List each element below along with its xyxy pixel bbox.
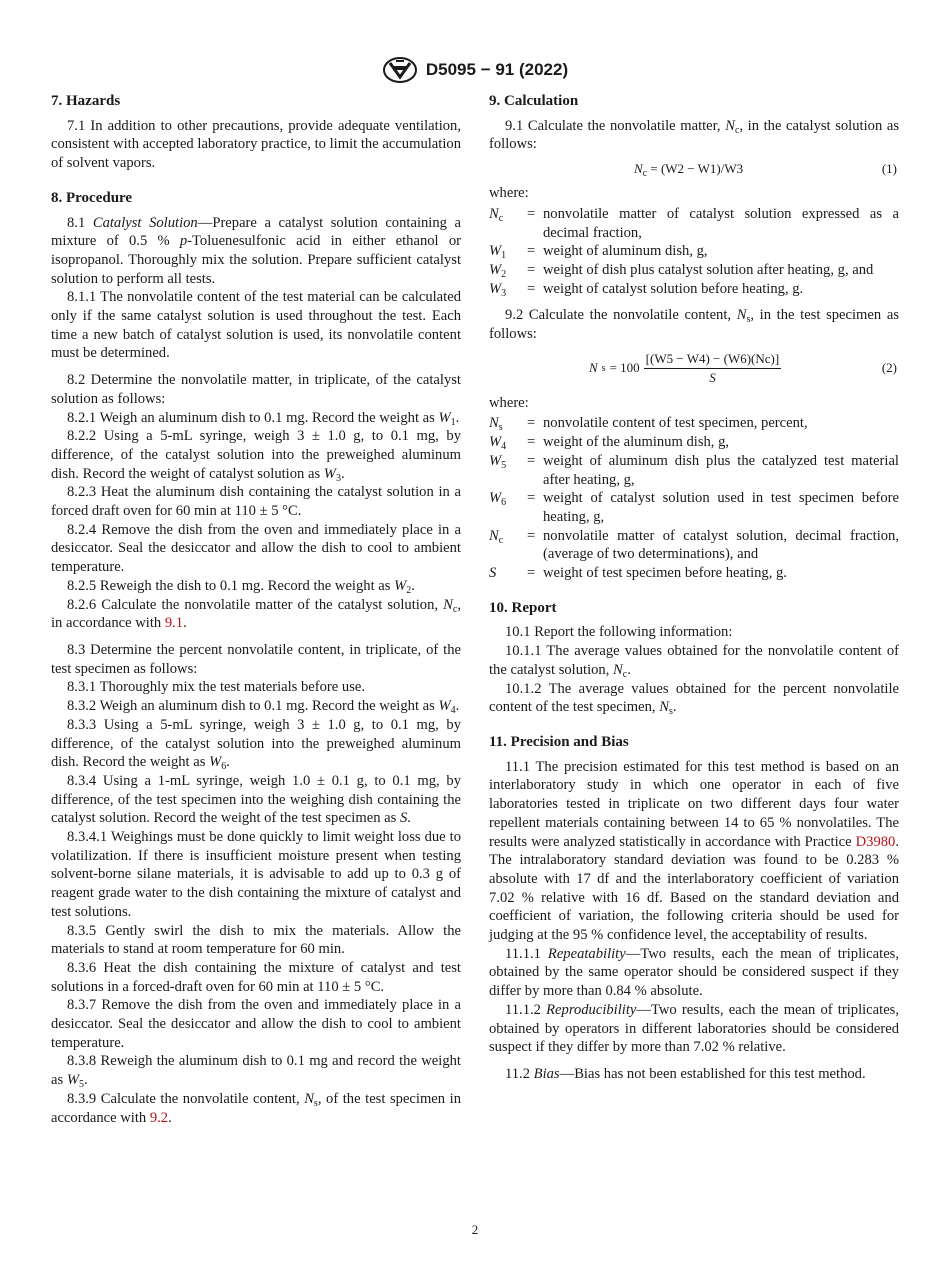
definition-equals: = (527, 490, 536, 507)
definition-equals: = (527, 280, 536, 297)
definition-symbol: S (489, 565, 497, 582)
definition-text: weight of catalyst solution used in test specimen before heating, g, (543, 490, 899, 525)
equation-1-body: $N_c = (W2 - W1)/W3$ (634, 160, 744, 179)
para-11-1: 11.1 The precision estimated for this test method is based on an interlaboratory study in which one operator in each of five laboratories tested in triplicate on two different days four water repellent materials containing between 14 to 65 % nonvolatiles. The results were analyzed statistically in accordance with Practice D3980. The intralaboratory standard deviation was found to be 0.283 % absolute with 17 df and the interlaboratory coefficient of variation 7.02 % relative with 16 df. Based on the standard deviation and coefficient of variation, the following criteria should be used for judging at the 95 % confidence level, the acceptability of results. (489, 758, 899, 944)
definition-text: nonvolatile matter of catalyst solution expressed as a decimal fraction, (543, 205, 899, 241)
definition-symbol: $W_6$ (489, 490, 507, 509)
definition-row (489, 242, 899, 261)
para-8-3-3: 8.3.3 Using a 5-mL syringe, weigh 3 ± 1.0 g, to 0.1 mg, by difference, of the catalyst solution into the preweighed aluminum dish. Record the weight as $W_6$. (51, 716, 461, 773)
definition-equals: = (527, 434, 536, 451)
definition-row (489, 527, 899, 564)
definition-text: weight of test specimen before heating, g. (543, 565, 787, 582)
definition-row (489, 261, 899, 280)
para-11-1-2: 11.1.2 Reproducibility—Two results, each the mean of triplicates, obtained by operators in different laboratories should be considered suspect if they differ by more than 7.02 % relative. (489, 1001, 899, 1056)
definition-text: weight of catalyst solution before heating, g. (543, 280, 804, 297)
definition-text: nonvolatile matter of catalyst solution, decimal fraction, (average of two determinations), and (543, 527, 899, 563)
para-8-2-1: 8.2.1 Weigh an aluminum dish to 0.1 mg. Record the weight as $W_1$. (67, 409, 460, 428)
ref-9-2-link[interactable]: 9.2 (149, 1109, 169, 1126)
definition-text: weight of dish plus catalyst solution after heating, g, and (543, 261, 874, 278)
section-7-title: 7. Hazards (51, 93, 121, 109)
astm-logo-icon (382, 56, 418, 84)
definition-row (489, 564, 899, 583)
para-8-2-2: 8.2.2 Using a 5-mL syringe, weigh 3 ± 1.0 g, to 0.1 mg, by difference, of the catalyst solution into the preweighed aluminum dish. Record the weight of catalyst solution as $W_3$. (51, 428, 461, 484)
equation-2-fraction (644, 350, 782, 388)
equation-1-number: (1) (881, 160, 897, 176)
equation-2 (489, 346, 899, 392)
definitions-list-1 (489, 205, 899, 299)
definition-text: weight of aluminum dish plus the catalyzed test material after heating, g, (543, 452, 899, 488)
para-9-1: 9.1 Calculate the nonvolatile matter, $N_c$, in the catalyst solution as follows: (489, 117, 899, 153)
para-8-2-3: 8.2.3 Heat the aluminum dish containing the catalyst solution in a forced draft oven for 60 min at 110 ± 5 °C. (51, 484, 461, 520)
para-11-2: 11.2 Bias—Bias has not been established for this test method. (505, 1065, 866, 1082)
para-8-1: 8.1 Catalyst Solution—Prepare a catalyst solution containing a mixture of 0.5 % p-Toluenesulfonic acid in either ethanol or isopropanol. Thoroughly mix the solution. Prepare sufficient catalyst solution to perform all tests. (51, 214, 462, 287)
definition-row (489, 489, 899, 526)
para-10-1-1: 10.1.1 The average values obtained for the nonvolatile content of the catalyst solution, $N_c$. (489, 643, 899, 680)
para-10-1-2: 10.1.2 The average values obtained for the percent nonvolatile content of the test specimen, $N_s$. (489, 680, 899, 718)
para-8-3-4: 8.3.4 Using a 1-mL syringe, weigh 1.0 ± 0.1 g, to 0.1 mg, by difference, of the test specimen into the weighing dish containing the catalyst solution. Record the weight of the test specimen as S. (51, 772, 461, 827)
section-8-title: 8. Procedure (51, 189, 133, 206)
definition-text: nonvolatile content of test specimen, percent, (543, 415, 808, 432)
definition-symbol: $W_4$ (489, 434, 507, 453)
definition-symbol: $W_1$ (489, 243, 507, 262)
page-header (0, 56, 950, 84)
para-8-3-8: 8.3.8 Reweigh the aluminum dish to 0.1 mg and record the weight as $W_5$. (51, 1053, 461, 1091)
definition-row (489, 280, 899, 299)
para-8-2-4: 8.2.4 Remove the dish from the oven and immediately place in a desiccator. Seal the desiccator and allow the dish to cool to ambient temperature. (51, 521, 461, 576)
equation-2-body: N s = 100 $\frac{[(W5 - W4) - (W6)(Nc)]}{S}$ (589, 350, 781, 388)
definition-equals: = (527, 205, 536, 222)
para-8-3-4-1: 8.3.4.1 Weighings must be done quickly to limit weight loss due to volatilization. If there is insufficient moisture present when testing solvent-borne silane materials, it is advisable to add up to 0.3 g of reagent grade water to the dish containing the mixture of catalyst and test solutions. (51, 829, 461, 920)
para-8-2-6: 8.2.6 Calculate the nonvolatile matter of the catalyst solution, $N_c$, in accordance with 9.1. (51, 596, 461, 632)
definition-equals: = (527, 243, 536, 260)
section-11-title: 11. Precision and Bias (489, 733, 629, 750)
page-number: 2 (471, 1222, 479, 1237)
para-8-2-5: 8.2.5 Reweigh the dish to 0.1 mg. Record the weight as $W_2$. (67, 577, 415, 596)
definition-equals: = (527, 415, 536, 432)
para-7-1: 7.1 In addition to other precautions, provide adequate ventilation, consistent with accepted laboratory practice, to limit the accumulation of solvent vapors. (51, 117, 461, 172)
para-8-3-6: 8.3.6 Heat the dish containing the mixture of catalyst and test solutions in a forced-draft oven for 60 min at 110 ± 5 °C. (51, 959, 461, 995)
standard-designation: D5095 − 91 (2022) (425, 60, 569, 79)
para-8-2: 8.2 Determine the nonvolatile matter, in triplicate, of the catalyst solution as follows: (51, 372, 461, 407)
para-8-3-2: 8.3.2 Weigh an aluminum dish to 0.1 mg. Record the weight as $W_4$. (67, 698, 460, 717)
definition-symbol: $W_3$ (489, 280, 507, 299)
ref-9-1-link[interactable]: 9.1 (164, 615, 184, 632)
para-8-3-1: 8.3.1 Thoroughly mix the test materials before use. (67, 679, 366, 696)
definition-symbol: $N_s$ (489, 415, 503, 434)
definitions-list-2 (489, 414, 899, 582)
where-label-2: where: (489, 394, 529, 411)
definition-text: weight of the aluminum dish, g, (543, 434, 730, 451)
para-8-3-9: 8.3.9 Calculate the nonvolatile content, $N_s$, of the test specimen in accordance with 9.2. (51, 1090, 461, 1126)
definition-row (489, 433, 899, 452)
equation-2-numerator: [(W5 − W4) − (W6)(Nc)] (644, 350, 782, 370)
section-10-title: 10. Report (489, 599, 557, 616)
para-9-2: 9.2 Calculate the nonvolatile content, $N_s$, in the test specimen as follows: (489, 307, 899, 343)
para-8-3-7: 8.3.7 Remove the dish from the oven and immediately place in a desiccator. Seal the desiccator and allow the dish to cool to ambient temperature. (51, 997, 461, 1051)
definition-row (489, 452, 899, 489)
para-10-1: 10.1 Report the following information: (505, 624, 733, 641)
definition-row (489, 205, 899, 242)
equation-2-denominator: S (709, 370, 716, 386)
definition-equals: = (527, 452, 536, 469)
definition-symbol: $W_2$ (489, 261, 507, 280)
ref-d3980-link[interactable]: D3980 (855, 833, 896, 850)
definition-equals: = (527, 527, 536, 544)
definition-row (489, 414, 899, 433)
section-9-title: 9. Calculation (489, 93, 579, 109)
where-label-1: where: (489, 185, 529, 202)
para-8-3-5: 8.3.5 Gently swirl the dish to mix the materials. Allow the materials to stand at room temperature for 60 min. (51, 922, 461, 958)
definition-symbol: $N_c$ (489, 205, 504, 224)
para-8-1-1: 8.1.1 The nonvolatile content of the test material can be calculated only if the same catalyst solution is used throughout the test. Each time a new batch of catalyst solution is used, its nonvolatile content must be determined. (51, 289, 461, 362)
definition-symbol: $W_5$ (489, 452, 507, 471)
equation-1 (489, 156, 899, 182)
definition-text: weight of aluminum dish, g, (543, 243, 708, 260)
equation-2-number: (2) (881, 360, 897, 376)
para-11-1-1: 11.1.1 Repeatability—Two results, each the mean of triplicates, obtained by the same operator should be considered suspect if they differ by more than 0.84 % absolute. (489, 945, 900, 1000)
left-column (51, 92, 461, 1127)
right-column (489, 92, 899, 1084)
para-8-3: 8.3 Determine the percent nonvolatile content, in triplicate, of the test specimen as follows: (51, 641, 461, 677)
definition-symbol: $N_c$ (489, 527, 504, 546)
definition-equals: = (527, 565, 536, 582)
definition-equals: = (527, 261, 536, 278)
